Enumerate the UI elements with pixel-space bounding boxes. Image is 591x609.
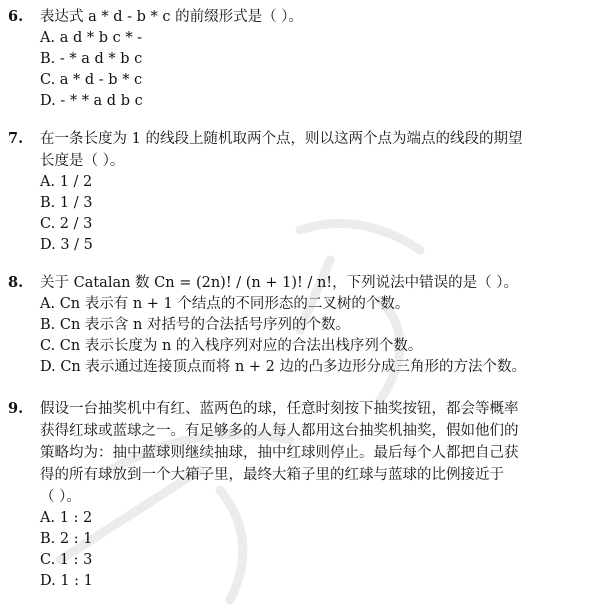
stem-line: 获得红球或蓝球之一。有足够多的人每人都用这台抽奖机抽奖，假如他们的 (40, 423, 519, 439)
question-9 (8, 398, 583, 592)
option-c: C. 1 : 3 (40, 552, 93, 568)
option-b: B. 2 : 1 (40, 531, 93, 547)
question-stem (8, 398, 583, 420)
option-b: B. - * a d * b c (40, 51, 143, 67)
option-c: C. a * d - b * c (40, 72, 143, 88)
stem-line: （ ）。 (40, 489, 81, 505)
stem-line: 长度是（ ）。 (40, 153, 125, 169)
option-b: B. Cn 表示含 n 对括号的合法括号序列的个数。 (40, 317, 350, 333)
question-stem (8, 6, 583, 28)
question-6 (8, 6, 583, 112)
stem-line: 表达式 a * d - b * c 的前缀形式是（ ）。 (40, 9, 303, 25)
option-a: A. 1 / 2 (40, 174, 93, 190)
question-stem-cont (8, 150, 583, 172)
option-b: B. 1 / 3 (40, 195, 93, 211)
question-8 (8, 272, 583, 378)
option-d: D. 3 / 5 (40, 237, 93, 253)
question-stem (8, 272, 583, 294)
stem-line: 关于 Catalan 数 Cn = (2n)! / (n + 1)! / n!，下列说法中错误的是（ ）。 (40, 275, 518, 291)
option-c: C. 2 / 3 (40, 216, 93, 232)
question-number: 7. (8, 130, 24, 147)
question-7 (8, 128, 583, 256)
question-stem (8, 128, 583, 150)
option-d: D. - * * a d b c (40, 93, 143, 109)
option-d: D. 1 : 1 (40, 573, 93, 589)
option-a: A. Cn 表示有 n + 1 个结点的不同形态的二叉树的个数。 (40, 296, 410, 312)
question-number: 8. (8, 274, 24, 291)
option-d: D. Cn 表示通过连接顶点而将 n + 2 边的凸多边形分成三角形的方法个数。 (40, 359, 527, 375)
question-number: 9. (8, 400, 24, 417)
question-number: 6. (8, 8, 24, 25)
stem-line: 策略均为：抽中蓝球则继续抽球，抽中红球则停止。最后每个人都把自己获 (40, 445, 519, 461)
stem-line: 得的所有球放到一个大箱子里，最终大箱子里的红球与蓝球的比例接近于 (40, 467, 504, 483)
option-c: C. Cn 表示长度为 n 的入栈序列对应的合法出栈序列个数。 (40, 338, 423, 354)
option-a: A. 1 : 2 (40, 510, 93, 526)
option-a: A. a d * b c * - (40, 30, 143, 46)
stem-line: 在一条长度为 1 的线段上随机取两个点，则以这两个点为端点的线段的期望 (40, 131, 523, 147)
stem-line: 假设一台抽奖机中有红、蓝两色的球，任意时刻按下抽奖按钮，都会等概率 (40, 401, 519, 417)
